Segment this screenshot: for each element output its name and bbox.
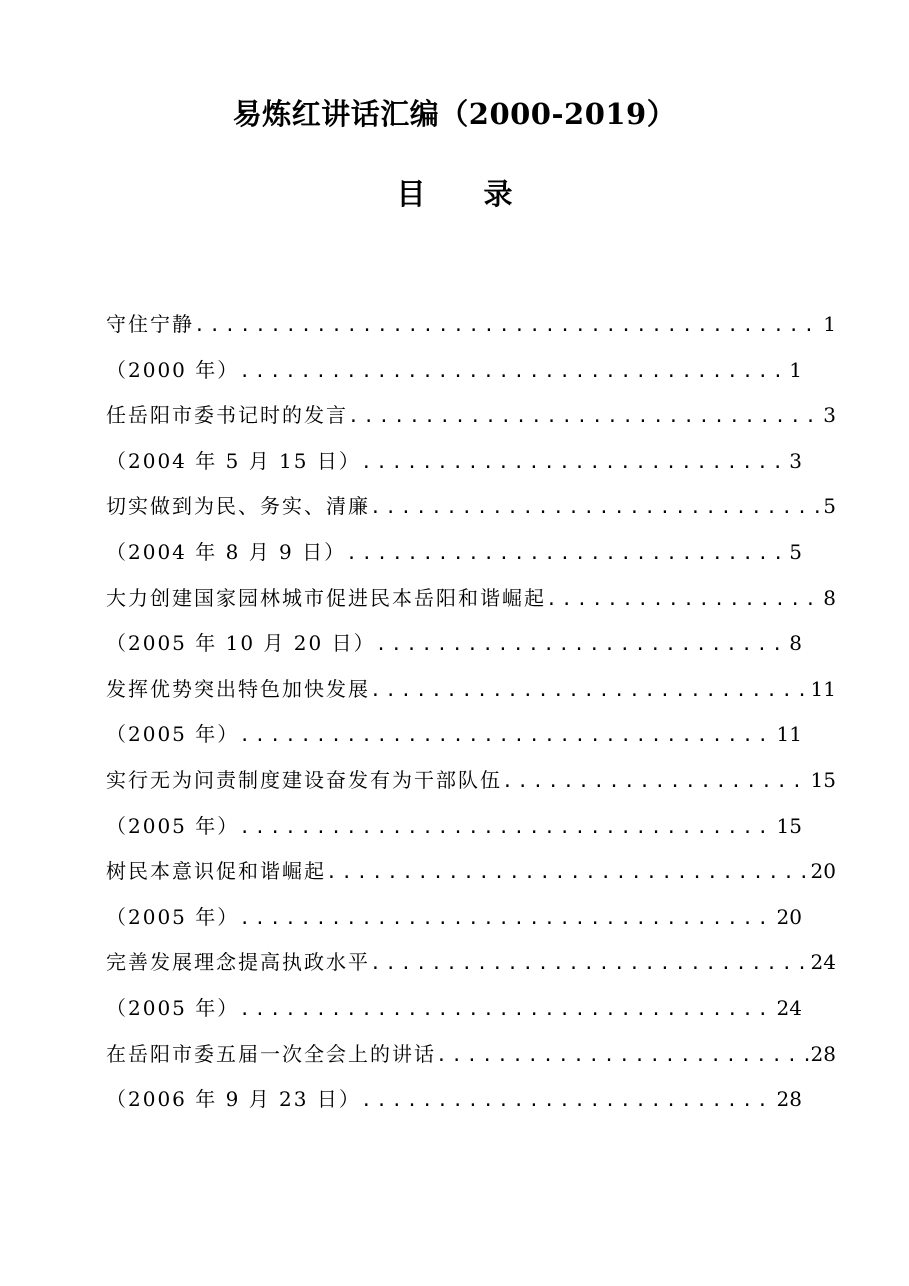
toc-page-number: 28 — [810, 1041, 836, 1066]
dot-leader — [502, 764, 809, 800]
toc-entry-title: 发挥优势突出特色加快发展 — [106, 676, 370, 701]
toc-page-number: 15 — [810, 767, 836, 792]
toc-entry[interactable] — [106, 534, 802, 580]
toc-page-number: 28 — [776, 1087, 802, 1112]
toc-entry-title: 任岳阳市委书记时的发言 — [106, 403, 348, 428]
toc-entry[interactable] — [106, 762, 836, 808]
toc-page-number: 20 — [810, 859, 836, 884]
toc-entry[interactable] — [106, 853, 836, 899]
toc-entry-date: （2005 年 10 月 20 日） — [106, 631, 376, 656]
toc-entry-title: 完善发展理念提高执政水平 — [106, 950, 370, 975]
document-title: 易炼红讲话汇编（2000-2019） — [232, 97, 677, 131]
toc-entry-title: 大力创建国家园林城市促进民本岳阳和谐崛起 — [106, 585, 546, 610]
toc-entry-date: （2005 年） — [106, 904, 240, 929]
toc-entry-date: （2000 年） — [106, 357, 240, 382]
toc-entry[interactable] — [106, 306, 836, 352]
toc-entry-date: （2004 年 5 月 15 日） — [106, 448, 361, 473]
toc-entry[interactable] — [106, 671, 836, 717]
dot-leader — [239, 354, 787, 390]
toc-entry[interactable] — [106, 944, 836, 990]
toc-entry-date: （2005 年） — [106, 995, 240, 1020]
toc-page-number: 5 — [789, 539, 802, 564]
toc-page-number: 5 — [823, 494, 836, 519]
toc-entry-title: 实行无为问责制度建设奋发有为干部队伍 — [106, 767, 502, 792]
toc-page-number: 3 — [789, 448, 802, 473]
toc-entry-title: 树民本意识促和谐崛起 — [106, 859, 326, 884]
toc-heading: 目 录 — [396, 177, 537, 211]
dot-leader — [346, 536, 787, 572]
toc-entry[interactable] — [106, 899, 802, 945]
toc-page-number: 11 — [810, 676, 836, 701]
dot-leader — [376, 627, 788, 663]
toc-entry-title: 在岳阳市委五届一次全会上的讲话 — [106, 1041, 436, 1066]
dot-leader — [361, 1083, 775, 1119]
toc-entry-date: （2005 年） — [106, 722, 240, 747]
toc-entry[interactable] — [106, 580, 836, 626]
toc-page-number: 1 — [823, 312, 836, 336]
table-of-contents — [106, 306, 836, 1127]
dot-leader — [361, 445, 787, 481]
dot-leader — [239, 810, 774, 846]
dot-leader — [348, 399, 821, 435]
toc-entry-date: （2006 年 9 月 23 日） — [106, 1087, 361, 1112]
toc-entry-title: 守住宁静 — [106, 312, 194, 336]
toc-page-number: 20 — [776, 904, 802, 929]
toc-page-number: 24 — [776, 995, 802, 1020]
dot-leader — [370, 490, 821, 526]
toc-entry[interactable] — [106, 1036, 836, 1082]
dot-leader — [436, 1038, 809, 1074]
toc-entry[interactable] — [106, 716, 802, 762]
toc-page-number: 24 — [810, 950, 836, 975]
toc-entry[interactable] — [106, 625, 802, 671]
toc-entry-date: （2005 年） — [106, 813, 240, 838]
toc-page-number: 8 — [789, 631, 802, 656]
toc-page-number: 3 — [823, 403, 836, 428]
dot-leader — [194, 308, 821, 344]
dot-leader — [239, 992, 774, 1028]
toc-entry[interactable] — [106, 397, 836, 443]
toc-page-number: 11 — [776, 722, 802, 747]
toc-entry[interactable] — [106, 808, 802, 854]
toc-entry[interactable] — [106, 488, 836, 534]
toc-entry[interactable] — [106, 443, 802, 489]
dot-leader — [370, 673, 809, 709]
dot-leader — [546, 582, 821, 618]
toc-entry-title: 切实做到为民、务实、清廉 — [106, 494, 370, 519]
toc-page-number: 15 — [776, 813, 802, 838]
dot-leader — [326, 855, 809, 891]
toc-page-number: 1 — [789, 357, 802, 382]
toc-page-number: 8 — [823, 585, 836, 610]
toc-entry[interactable] — [106, 1081, 802, 1127]
dot-leader — [239, 718, 774, 754]
dot-leader — [239, 901, 774, 937]
toc-entry-date: （2004 年 8 月 9 日） — [106, 539, 347, 564]
toc-entry[interactable] — [106, 990, 802, 1036]
toc-entry[interactable] — [106, 352, 802, 398]
dot-leader — [370, 946, 809, 982]
